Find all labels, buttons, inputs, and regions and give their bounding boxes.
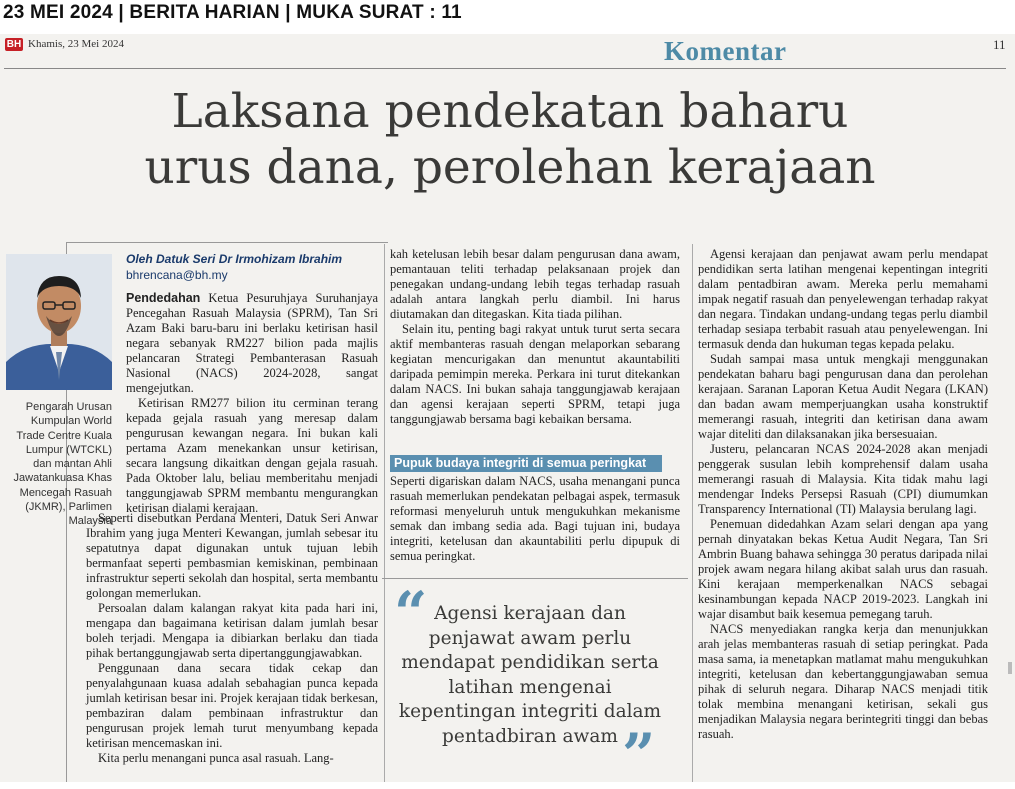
pull-quote-rule	[382, 578, 688, 579]
author-photo	[6, 254, 112, 390]
paragraph: kah ketelusan lebih besar dalam pengurusan dana awam, pemantauan teliti terhadap pelaksanaan projek dan penegakan undang-undang lebih tegas terhadap rasuah adalah antara langkah perlu diambil. Ini harus diutamakan dan ditegaskan. Kita tiada pilihan.	[390, 247, 680, 321]
lead-paragraph	[126, 291, 378, 396]
paragraph: Penemuan didedahkan Azam selari dengan apa yang pernah dinyatakan bekas Ketua Audit Negara, Tan Sri Ambrin Buang bahawa sehingga 30 peratus daripada nilai projek awam negara hilang akibat salah urus dan rasuah. Kini kerajaan memperkenalkan NACS sebagai kesinambungan kepada NACP 2019-2023. Langkah ini wajar disambut baik kesemua pemegang taruh.	[698, 517, 988, 621]
paragraph: Selain itu, penting bagi rakyat untuk turut serta secara aktif membanteras rasuah dengan melaporkan sebarang kegiatan mencurigakan dan menuntut akauntabiliti daripada pemimpin mereka. Perkara ini turut ditekankan dalam NACS. Ini bukan sahaja tanggungjawab kerajaan dan agensi kerajaan seperti SPRM, tetapi juga tanggungjawab bersama bagi kebaikan bersama.	[390, 322, 680, 426]
masthead-rule	[4, 68, 1006, 69]
subheading: Pupuk budaya integriti di semua peringkat	[390, 455, 662, 472]
pull-quote: Agensi kerajaan dan penjawat awam perlu mendapat pendidikan serta latihan mengenai kepentingan integriti dalam pentadbiran awam	[398, 603, 662, 747]
author-portrait-icon	[6, 254, 112, 390]
masthead	[0, 34, 1015, 70]
paragraph: Penggunaan dana secara tidak cekap dan penyalahgunaan kuasa adalah sebahagian punca kepada jumlah ketirisan besar ini. Projek kerajaan tidak berkesan, pembaziran dalam pembinaan infrastruktur dan pengurusan projek lemah turut menyumbang kepada ketirisan mencemaskan ini.	[86, 661, 378, 750]
headline-line-1: Laksana pendekatan baharu	[171, 84, 849, 139]
article-headline	[60, 84, 960, 196]
paragraph: Seperti disebutkan Perdana Menteri, Datuk Seri Anwar Ibrahim yang juga Menteri Kewangan, jumlah sebesar itu sepatutnya dapat digunakan untuk tujuan lebih bermanfaat seperti pembasmian kemiskinan, pembinaan infrastruktur seperti sekolah dan hospital, serta membantu golongan memerlukan.	[86, 511, 378, 600]
article-column-1-lower	[86, 511, 378, 766]
headline-line-2: urus dana, perolehan kerajaan	[144, 140, 876, 195]
paragraph: Persoalan dalam kalangan rakyat kita pada hari ini, mengapa dan bagaimana ketirisan dalam jumlah besar boleh terjadi. Mengapa ia dibiarkan berlaku dan tiada pihak bertanggungjawab serta dipertanggungjawabkan.	[86, 601, 378, 660]
clipping-source-line: 23 MEI 2024 | BERITA HARIAN | MUKA SURAT : 11	[3, 2, 462, 23]
article-column-2	[390, 247, 680, 427]
lead-text: Ketua Pesuruhjaya Suruhanjaya Pencegahan Rasuah Malaysia (SPRM), Tan Sri Azam Baki baru-baru ini berlaku ketirisan hasil negara sebanyak RM227 bilion pada majlis pelancaran Strategi Pembanterasan Rasuah Nasional (NACS) 2024-2028, sangat mengejutkan.	[126, 291, 378, 395]
paragraph: Kita perlu menangani punca asal rasuah. Lang-	[98, 751, 334, 765]
byline: Oleh Datuk Seri Dr Irmohizam Ibrahim	[126, 252, 343, 266]
bh-logo: BH	[6, 39, 22, 50]
paragraph: Sudah sampai masa untuk mengkaji menggunakan pendekatan baharu bagi pengurusan dana dan perolehan kerajaan. Saranan Laporan Ketua Audit Negara (LKAN) dan badan awam memperjuangkan usaha konstruktif memerangi rasuah, integriti dan ketirisan dana awam wajar diteliti dan dilaksanakan jika bersesuaian.	[698, 352, 988, 441]
open-quote-icon: “	[394, 579, 428, 647]
paragraph: Seperti digariskan dalam NACS, usaha menangani punca rasuah memerlukan pendekatan pelbagai aspek, termasuk reformasi menyeluruh untuk mengukuhkan mekanisme semak dan imbang sedia ada. Bagi tujuan ini, budaya integriti, ketelusan dan akauntabiliti perlu dipupuk di semua peringkat.	[390, 474, 680, 563]
column-divider	[384, 244, 385, 782]
column-divider	[692, 244, 693, 782]
article-frame-top	[66, 242, 388, 243]
section-title: Komentar	[664, 36, 787, 66]
paragraph: Ketirisan RM277 bilion itu cerminan terang kepada gejala rasuah yang meresap dalam pengurusan kewangan negara. Ini bukan kali pertama Azam menekankan unsur ketirisan, secara langsung dikaitkan dengan gejala rasuah. Pada Oktober lalu, beliau memberitahu menjadi tanggungjawab SPRM membantu mengurangkan ketirisan dialami kerajaan.	[126, 396, 378, 515]
lead-word: Pendedahan	[126, 291, 201, 305]
paragraph: Justeru, pelancaran NCAS 2024-2028 akan menjadi penggerak susulan lebih komprehensif dalam usaha memerangi rasuah di Malaysia. Kita tidak mahu lagi mendengar Indeks Persepsi Rasuah (CPI) diumumkan Transparency International (TI) Malaysia berulang lagi.	[698, 442, 988, 516]
photo-caption: Pengarah Urusan Kumpulan World Trade Centre Kuala Lumpur (WTCKL) dan mantan Ahli Jawatankuasa Khas Mencegah Rasuah (JKMR), Parlimen Malaysia	[13, 401, 112, 528]
close-quote-icon: ”	[622, 721, 656, 789]
paragraph: Agensi kerajaan dan penjawat awam perlu mendapat pendidikan serta latihan mengenai kepentingan integriti dalam pentadbiran awam. Mereka perlu memahami impak negatif rasuah dan penyelewengan terhadap rakyat dan negara. Tindakan undang-undang tegas perlu diambil terhadap sesiapa terbabit rasuah atau penyelewengan. Ini termasuk denda dan hukuman tegas kepada pelaku.	[698, 247, 988, 351]
paragraph: NACS menyediakan rangka kerja dan menunjukkan arah jelas membanteras rasuah di setiap peringkat. Pada masa sama, ia menetapkan matlamat mahu mengukuhkan integriti, ketelusan dan kebertanggungjawaban semua pihak di seluruh negara. Diharap NACS menjadi titik tolak membina menangani ketirisan, sekali gus menjadikan Malaysia negara berintegriti tinggi dan bebas rasuah.	[698, 622, 988, 741]
edition-date: Khamis, 23 Mei 2024	[28, 38, 124, 50]
page-number: 11	[993, 37, 1006, 52]
page-edge-mark	[1008, 662, 1012, 674]
author-email[interactable]: bhrencana@bh.my	[126, 268, 228, 282]
article-column-1	[126, 291, 378, 516]
newspaper-page	[0, 34, 1015, 789]
article-column-3	[698, 247, 988, 742]
article-column-2-lower	[390, 474, 680, 564]
